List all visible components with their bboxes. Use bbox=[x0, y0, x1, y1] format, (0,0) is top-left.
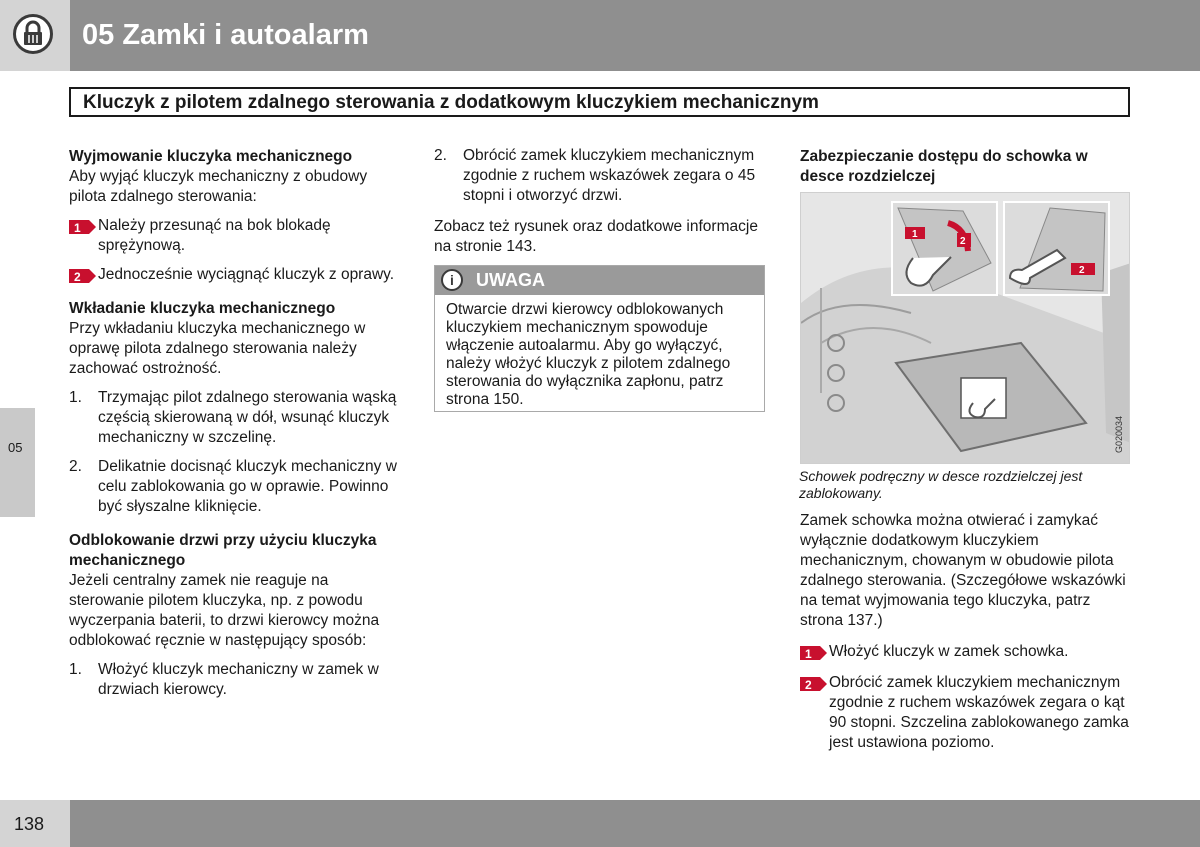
glovebox-illustration bbox=[800, 192, 1130, 464]
inset-pull-key bbox=[1003, 201, 1110, 296]
inset-badge-1: 1 bbox=[912, 229, 918, 240]
page-number-box bbox=[0, 800, 70, 847]
padlock-icon bbox=[13, 14, 53, 54]
chapter-title: 05 Zamki i autoalarm bbox=[82, 19, 369, 51]
heading-glovebox: Zabezpieczanie dostępu do schowka w desce rozdzielczej bbox=[800, 148, 1088, 185]
numbered-step: 2. Obrócić zamek kluczykiem mechanicznym zgodnie z ruchem wskazówek zegara o 45 stopni i otworzyć drzwi. bbox=[434, 147, 756, 204]
figure-caption: Schowek podręczny w desce rozdzielczej jest zablokowany. bbox=[799, 468, 1083, 501]
step-removing-2 bbox=[69, 265, 399, 285]
see-also-text: Zobacz też rysunek oraz dodatkowe informacje na stronie 143. bbox=[434, 218, 758, 255]
step-badge-icon: 2 bbox=[800, 677, 820, 691]
intro-removing: Aby wyjąć kluczyk mechaniczny z obudowy pilota zdalnego sterowania: bbox=[69, 168, 368, 205]
section-title: Kluczyk z pilotem zdalnego sterowania z dodatkowym kluczykiem mechanicznym bbox=[83, 92, 819, 113]
svg-text:G020034: G020034 bbox=[1114, 415, 1124, 453]
column-right bbox=[800, 147, 1130, 187]
page-footer bbox=[0, 800, 1200, 847]
step-text: Jednocześnie wyciągnąć kluczyk z oprawy. bbox=[98, 266, 395, 283]
step-badge-icon: 1 bbox=[800, 646, 820, 660]
column-middle bbox=[434, 146, 765, 257]
heading-unlocking: Odblokowanie drzwi przy użyciu kluczyka mechanicznego bbox=[69, 532, 377, 569]
step-badge-icon: 1 bbox=[69, 220, 89, 234]
intro-unlocking: Jeżeli centralny zamek nie reaguje na sterowanie pilotem kluczyka, np. z powodu wyczerpania baterii, to drzwi kierowcy można odblokować ręcznie w następujący sposób: bbox=[69, 572, 380, 649]
side-chapter-number: 05 bbox=[8, 440, 23, 455]
glovebox-paragraph: Zamek schowka można otwierać i zamykać wyłącznie dodatkowym kluczykiem mechanicznym, chowanym w obudowie pilota zdalnego sterowania. (Szczegółowe wskazówki na temat wyjmowania tego kluczyka, patrz strona 137.) bbox=[800, 512, 1126, 629]
note-text: Otwarcie drzwi kierowcy odblokowanych kluczykiem mechanicznym spowoduje włączenie autoalarmu. Aby go wyłączyć, należy włożyć kluczyk z pilotem zdalnego sterowania do wyłącznika zapłonu, patrz strona 150. bbox=[446, 301, 731, 408]
inset-badge-2: 2 bbox=[960, 236, 966, 247]
inset-badge-3: 2 bbox=[1079, 265, 1085, 276]
numbered-step: 1. Włożyć kluczyk mechaniczny w zamek w drzwiach kierowcy. bbox=[69, 661, 379, 698]
section-title-box bbox=[69, 87, 1130, 117]
note-box bbox=[434, 265, 765, 412]
step-text: Obrócić zamek kluczykiem mechanicznym zgodnie z ruchem wskazówek zegara o kąt 90 stopni. Szczelina zablokowanego zamka jest ustawiona poziomo. bbox=[829, 674, 1129, 751]
column-right-body bbox=[800, 511, 1130, 753]
chapter-header bbox=[0, 0, 1200, 71]
step-text: Należy przesunąć na bok blokadę sprężynową. bbox=[98, 217, 331, 254]
note-title: UWAGA bbox=[476, 270, 545, 290]
note-title-bar bbox=[435, 266, 764, 295]
numbered-step: 1. Trzymając pilot zdalnego sterowania wąską częścią skierowaną w dół, wsunąć kluczyk mechaniczny w szczelinę. bbox=[69, 389, 397, 446]
intro-inserting: Przy wkładaniu kluczyka mechanicznego w oprawę pilota zdalnego sterowania należy zachować ostrożność. bbox=[69, 320, 366, 377]
numbered-step: 2. Delikatnie docisnąć kluczyk mechaniczny w celu zablokowania go w oprawie. Powinno być słyszalne kliknięcie. bbox=[69, 458, 397, 515]
chapter-icon-box bbox=[0, 0, 70, 71]
column-left bbox=[69, 147, 399, 700]
heading-inserting: Wkładanie kluczyka mechanicznego bbox=[69, 300, 336, 317]
info-icon: i bbox=[441, 269, 463, 291]
heading-removing: Wyjmowanie kluczyka mechanicznego bbox=[69, 148, 353, 165]
step-badge-icon: 2 bbox=[69, 269, 89, 283]
step-glovebox-1 bbox=[800, 642, 1130, 662]
inset-turn-key bbox=[891, 201, 998, 296]
side-chapter-tab bbox=[0, 408, 35, 517]
step-glovebox-2 bbox=[800, 673, 1130, 753]
figure-code bbox=[1112, 405, 1124, 455]
page-number: 138 bbox=[14, 814, 45, 834]
step-text: Włożyć kluczyk w zamek schowka. bbox=[829, 643, 1069, 660]
step-removing-1 bbox=[69, 216, 399, 256]
